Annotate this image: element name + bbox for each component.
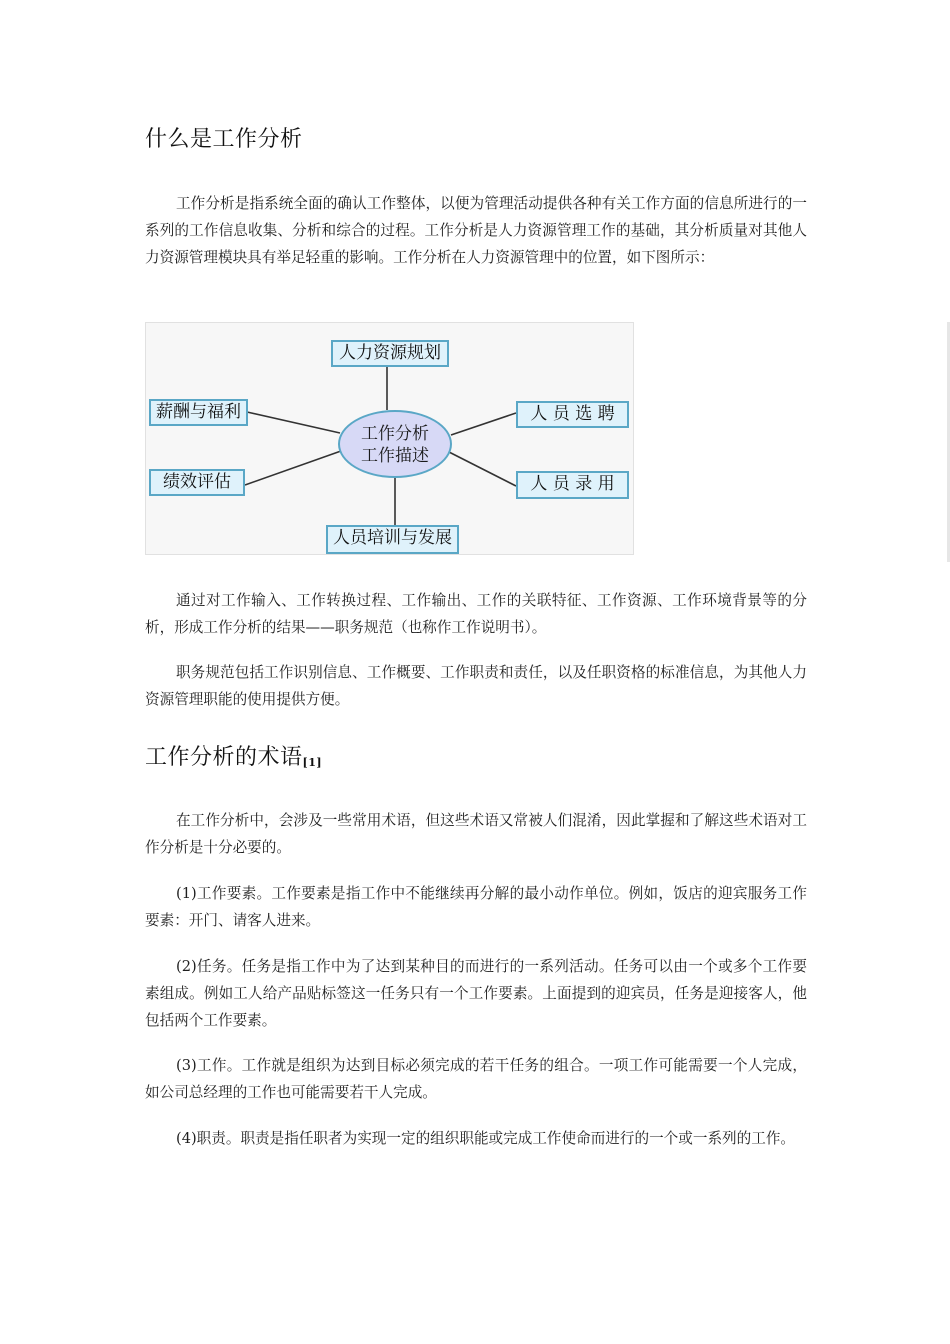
node-recruitment: 人 员 选 聘 [516, 401, 629, 428]
list-item-job-element: (1)工作要素。工作要素是指工作中不能继续再分解的最小动作单位。例如，饭店的迎宾服务工作要素：开门、请客人进来。 [145, 885, 807, 929]
paragraph-job-specification: 职务规范包括工作识别信息、工作概要、工作职责和责任，以及任职资格的标准信息，为其他人力资源管理职能的使用提供方便。 [145, 664, 807, 708]
node-hiring: 人 员 录 用 [516, 471, 629, 499]
connector-left-bottom [245, 451, 341, 485]
connector-right-top [451, 413, 516, 435]
section-heading-terminology [145, 740, 322, 771]
list-item-task: (2)任务。任务是指工作中为了达到某种目的而进行的一系列活动。任务可以由一个或多个工作要素组成。例如工人给产品贴标签这一任务只有一个工作要素。上面提到的迎宾员，任务是迎接客人，他包括两个工作要素。 [145, 958, 807, 1029]
hr-position-diagram [145, 322, 634, 555]
connector-left-top [247, 412, 340, 433]
citation-link[interactable]: [1] [302, 756, 323, 769]
node-training-development: 人员培训与发展 [326, 525, 459, 554]
section-heading-what-is-job-analysis: 什么是工作分析 [145, 127, 303, 152]
paragraph-analysis-result: 通过对工作输入、工作转换过程、工作输出、工作的关联特征、工作资源、工作环境背景等的分析，形成工作分析的结果——职务规范（也称作工作说明书）。 [145, 592, 807, 636]
node-hr-planning: 人力资源规划 [331, 340, 449, 367]
paragraph-terminology-intro: 在工作分析中，会涉及一些常用术语，但这些术语又常被人们混淆，因此掌握和了解这些术语对工作分析是十分必要的。 [145, 812, 807, 856]
center-line-2: 工作描述 [361, 446, 429, 466]
center-line-1: 工作分析 [361, 424, 429, 444]
node-performance-appraisal: 绩效评估 [149, 469, 245, 496]
list-item-job: (3)工作。工作就是组织为达到目标必须完成的若干任务的组合。一项工作可能需要一个人完成，如公司总经理的工作也可能需要若干人完成。 [145, 1057, 807, 1101]
node-compensation: 薪酬与福利 [149, 399, 248, 426]
paragraph-definition: 工作分析是指系统全面的确认工作整体，以便为管理活动提供各种有关工作方面的信息所进行的一系列的工作信息收集、分析和综合的过程。工作分析是人力资源管理工作的基础，其分析质量对其他人力资源管理模块具有举足轻重的影响。工作分析在人力资源管理中的位置，如下图所示： [145, 195, 807, 266]
connector-right-bottom [449, 452, 516, 486]
list-item-responsibility: (4)职责。职责是指任职者为实现一定的组织职能或完成工作使命而进行的一个或一系列的工作。 [176, 1130, 796, 1147]
terminology-heading-text: 工作分析的术语 [145, 745, 303, 770]
node-job-analysis-center [338, 410, 452, 478]
